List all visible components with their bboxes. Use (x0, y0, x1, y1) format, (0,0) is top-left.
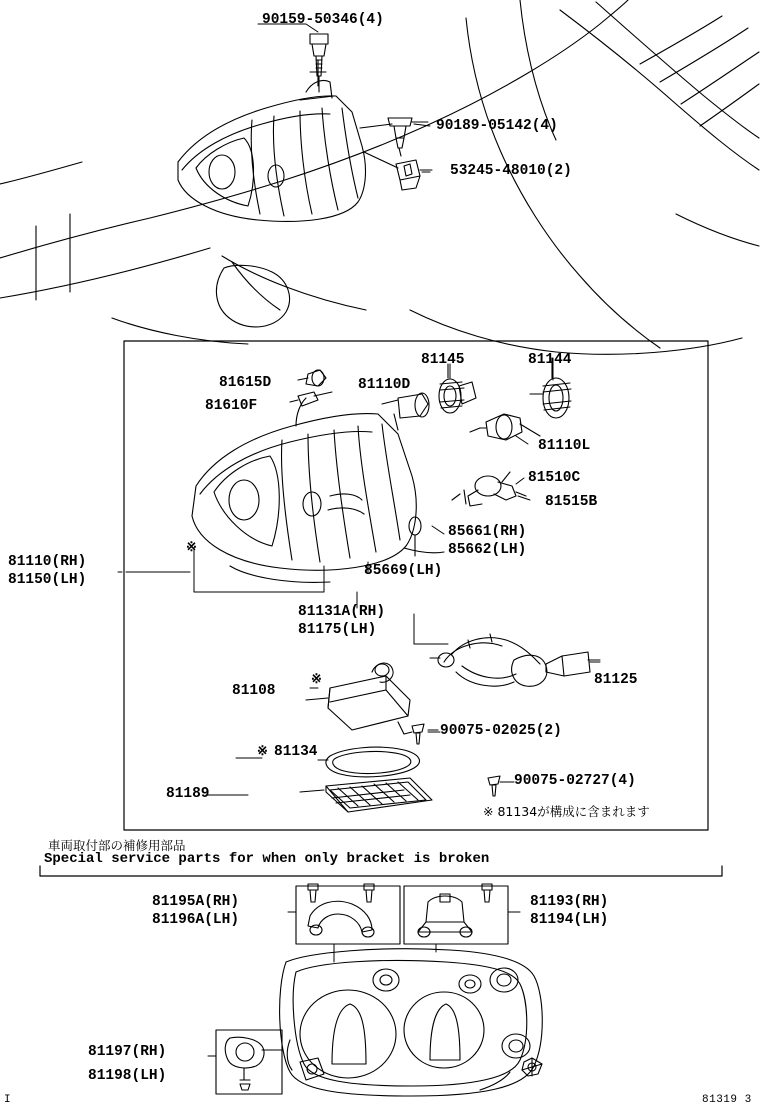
label-85669: 85669(LH) (364, 563, 443, 579)
headlamp-main-body (192, 414, 444, 583)
cover-81189 (300, 778, 432, 812)
label-81125: 81125 (594, 672, 638, 688)
screw-90075-02025 (412, 724, 438, 744)
label-81615d: 81615D (219, 375, 272, 391)
main-group-box (124, 341, 708, 830)
clip-90189-05142 (388, 118, 428, 156)
note-mark-3: ※ (257, 744, 268, 759)
note-mark-2: ※ (311, 672, 322, 687)
adjuster-81615d (296, 370, 326, 426)
bracket-box-left (296, 886, 400, 944)
bulb-81110l (470, 414, 540, 440)
label-53245-48010: 53245-48010(2) (450, 163, 572, 179)
label-90075-02727: 90075-02727(4) (514, 773, 636, 789)
diagram-corner-code: 81319 3 (702, 1094, 752, 1106)
label-81110d: 81110D (358, 377, 411, 393)
label-81110l: 81110L (538, 438, 591, 454)
label-81189: 81189 (166, 786, 210, 802)
label-81110-rh: 81110(RH) (8, 554, 87, 570)
label-81150-lh: 81150(LH) (8, 572, 87, 588)
label-81198: 81198(LH) (88, 1068, 167, 1084)
bolt-90159-50346 (310, 34, 328, 92)
label-85662: 85662(LH) (448, 542, 527, 558)
bracket-part-81197 (225, 1037, 282, 1090)
wire-harness-81125 (430, 634, 600, 686)
label-90189-05142: 90189-05142(4) (436, 118, 558, 134)
label-81510c: 81510C (528, 470, 581, 486)
leader-lines-bottom (208, 912, 520, 1056)
retainer-53245-48010 (396, 160, 432, 190)
label-81108: 81108 (232, 683, 276, 699)
label-90159-50346: 90159-50346(4) (262, 12, 384, 28)
gasket-81134 (318, 747, 419, 777)
leader-lines-top (258, 24, 430, 172)
label-81194: 81194(LH) (530, 912, 609, 928)
label-81145: 81145 (421, 352, 465, 368)
note-mark-1: ※ (186, 540, 197, 555)
label-81144: 81144 (528, 352, 572, 368)
adjuster-81610f (290, 392, 332, 406)
label-81131a: 81131A(RH) (298, 604, 386, 620)
bracket-part-81193 (418, 884, 492, 937)
label-81175: 81175(LH) (298, 622, 377, 638)
left-margin-mark: I (4, 1094, 12, 1106)
label-81610f: 81610F (205, 398, 258, 414)
bracket-note-jp: 車両取付部の補修用部品 (48, 838, 186, 853)
inclusion-note: ※ 81134が構成に含まれます (483, 804, 650, 819)
special-parts-bracket-line (40, 866, 722, 876)
bulb-81145 (439, 364, 476, 413)
socket-81510c (452, 472, 526, 506)
headlamp-top-assembly (178, 60, 398, 221)
vehicle-body-outline (0, 0, 759, 354)
label-81196a: 81196A(LH) (152, 912, 240, 928)
bracket-part-81195a (308, 884, 374, 937)
label-81195a: 81195A(RH) (152, 894, 240, 910)
label-81515b: 81515B (545, 494, 598, 510)
label-85661: 85661(RH) (448, 524, 527, 540)
label-81197: 81197(RH) (88, 1044, 167, 1060)
bracket-note-en: Special service parts for when only bracket is broken (44, 851, 490, 867)
label-90075-02025: 90075-02025(2) (440, 723, 562, 739)
label-81193: 81193(RH) (530, 894, 609, 910)
headlamp-rear-housing (280, 949, 543, 1096)
screw-90075-02727 (488, 776, 512, 796)
label-81134: 81134 (274, 744, 318, 760)
